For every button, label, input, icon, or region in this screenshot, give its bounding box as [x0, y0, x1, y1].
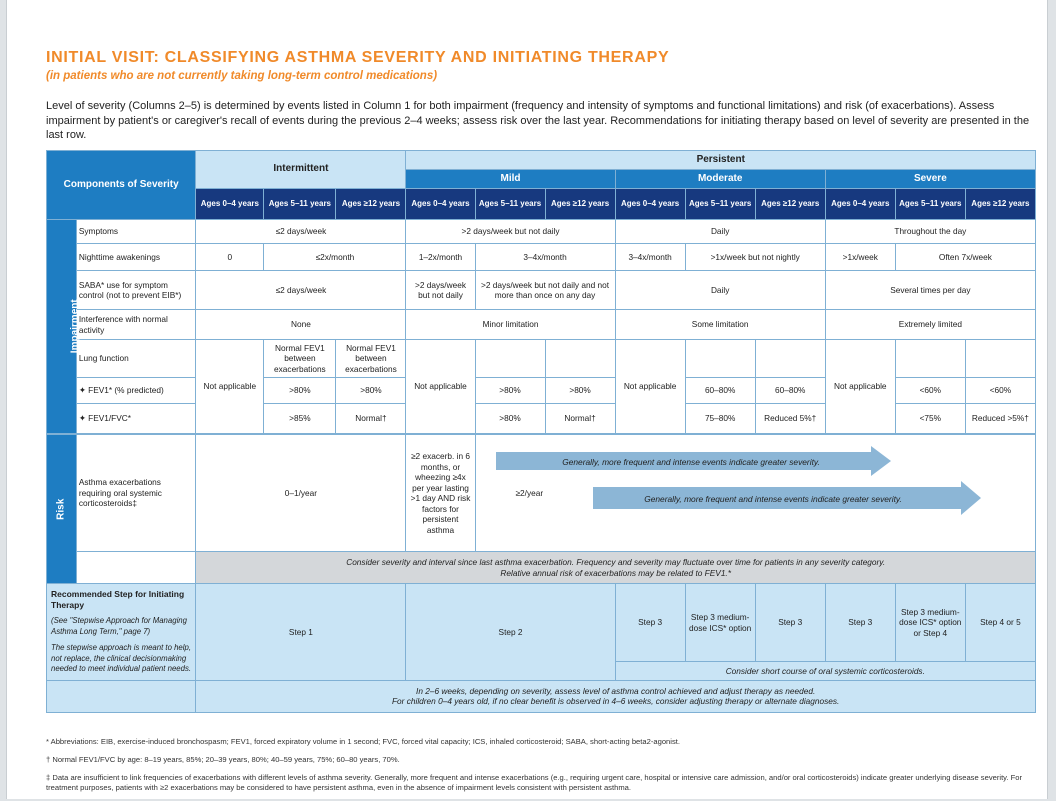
cell: >1x/week — [825, 244, 895, 271]
footnote-data: ‡ Data are insufficient to link frequencies of exacerbations with different levels of asthma severity. Generally, more frequent and intense exacerbations (e.g., requiring urgent care, hospital or intensive care admission, and/or oral corticosteroids) indicate greater underlying disease severity. For treatment purposes, patients with ≥2 exacerbations may be considered to have persistent asthma, even in the absence of impairment levels consistent with persistent asthma. — [46, 773, 1023, 792]
cell: >80% — [264, 378, 336, 404]
cell: Step 3 medium-dose ICS* option — [685, 584, 755, 662]
footnote-normal-ratio: † Normal FEV1/FVC by age: 8–19 years, 85%; 20–39 years, 80%; 40–59 years, 75%; 60–80 years, 70%. — [46, 755, 400, 764]
cell — [545, 340, 615, 378]
age-header: Ages ≥12 years — [336, 189, 406, 220]
cell: 3–4x/month — [475, 244, 615, 271]
cell — [76, 552, 195, 584]
cell: 3–4x/month — [615, 244, 685, 271]
not-applicable: Not applicable — [615, 340, 685, 434]
not-applicable: Not applicable — [406, 340, 475, 434]
cell: >2 days/week but not daily — [406, 220, 615, 244]
cell — [755, 340, 825, 378]
cell: Step 1 — [196, 584, 406, 681]
cell: >85% — [264, 404, 336, 434]
cell: Step 4 or 5 — [965, 584, 1035, 662]
severity-arrow — [593, 481, 1013, 521]
cell: ≤2 days/week — [196, 220, 406, 244]
cell: Step 3 — [615, 584, 685, 662]
cell — [47, 680, 196, 712]
cell: Step 3 — [825, 584, 895, 662]
cell: Daily — [615, 271, 825, 310]
cell: Normal FEV1 between exacerbations — [336, 340, 406, 378]
cell: 60–80% — [755, 378, 825, 404]
cell: <60% — [895, 378, 965, 404]
oral-steroid-note: Consider short course of oral systemic corticosteroids. — [615, 662, 1035, 680]
nighttime-label: Nighttime awakenings — [76, 244, 195, 271]
cell: >80% — [475, 404, 545, 434]
document-page — [6, 0, 1048, 799]
cell: <75% — [895, 404, 965, 434]
cell: Daily — [615, 220, 825, 244]
page-subtitle: (in patients who are not currently taking long-term control medications) — [46, 70, 438, 82]
severity-table — [46, 150, 1036, 713]
cell: Normal FEV1 between exacerbations — [264, 340, 336, 378]
persistent-header: Persistent — [406, 151, 1036, 170]
cell: Often 7x/week — [895, 244, 1035, 271]
severe-header: Severe — [825, 170, 1035, 189]
cell: ≥2/year — [515, 488, 544, 498]
cell: Normal† — [545, 404, 615, 434]
cell: >80% — [475, 378, 545, 404]
footnotes — [46, 737, 1036, 801]
cell — [895, 340, 965, 378]
lung-function-label: Lung function — [76, 340, 195, 378]
age-header: Ages 5–11 years — [895, 189, 965, 220]
intro-paragraph: Level of severity (Columns 2–5) is determined by events listed in Column 1 for both impairment (frequency and intensity of symptoms and functional limitations) and risk (of exacerbations). Assess impairment by patient's or caregiver's recall of events during the previous 2–4 weeks; assess risk over the last year. Recommendations for initiating therapy based on level of severity are presented in the last row. — [46, 100, 1030, 141]
cell: >80% — [336, 378, 406, 404]
cell: Step 2 — [406, 584, 615, 681]
cell: Reduced 5%† — [755, 404, 825, 434]
cell: >1x/week but not nightly — [685, 244, 825, 271]
cell: Throughout the day — [825, 220, 1035, 244]
risk-persistent-cell — [475, 435, 1036, 552]
cell: 1–2x/month — [406, 244, 475, 271]
cell: 0 — [196, 244, 264, 271]
cell: >80% — [545, 378, 615, 404]
severity-arrow — [496, 446, 966, 486]
moderate-header: Moderate — [615, 170, 825, 189]
age-header: Ages ≥12 years — [755, 189, 825, 220]
mild-header: Mild — [406, 170, 615, 189]
cell: Step 3 — [755, 584, 825, 662]
page-title: INITIAL VISIT: CLASSIFYING ASTHMA SEVERITY AND INITIATING THERAPY — [46, 49, 670, 66]
age-header: Ages 0–4 years — [406, 189, 475, 220]
fev1-label: ✦ FEV1* (% predicted) — [76, 378, 195, 404]
saba-label: SABA* use for symptom control (not to prevent EIB*) — [76, 271, 195, 310]
age-header: Ages 0–4 years — [196, 189, 264, 220]
cell: None — [196, 310, 406, 340]
cell: ≤2 days/week — [196, 271, 406, 310]
reassess-note: In 2–6 weeks, depending on severity, assess level of asthma control achieved and adjust therapy as needed. For children 0–4 years old, if no clear benefit is observed in 4–6 weeks, consider adjusting therapy or alternate diagnoses. — [196, 680, 1036, 712]
cell — [685, 340, 755, 378]
cell: 75–80% — [685, 404, 755, 434]
intermittent-header: Intermittent — [196, 151, 406, 189]
cell: Step 3 medium-dose ICS* option or Step 4 — [895, 584, 965, 662]
cell: ≥2 exacerb. in 6 months, or wheezing ≥4x per year lasting >1 day AND risk factors for persistent asthma — [406, 435, 475, 552]
cell: 0–1/year — [196, 435, 406, 552]
cell: 60–80% — [685, 378, 755, 404]
cell: Normal† — [336, 404, 406, 434]
svg-text:Generally, more frequent and i: Generally, more frequent and intense events indicate greater severity. — [561, 457, 820, 467]
age-header: Ages 5–11 years — [685, 189, 755, 220]
cell: Several times per day — [825, 271, 1035, 310]
cell: >2 days/week but not daily and not more than once on any day — [475, 271, 615, 310]
impairment-label: Impairment — [47, 220, 77, 434]
exacerbations-label: Asthma exacerbations requiring oral systemic corticosteroids‡ — [76, 435, 195, 552]
symptoms-label: Symptoms — [76, 220, 195, 244]
components-header: Components of Severity — [47, 151, 196, 220]
interference-label: Interference with normal activity — [76, 310, 195, 340]
age-header: Ages ≥12 years — [545, 189, 615, 220]
age-header: Ages 5–11 years — [264, 189, 336, 220]
cell: >2 days/week but not daily — [406, 271, 475, 310]
age-header: Ages ≥12 years — [965, 189, 1035, 220]
cell: Reduced >5%† — [965, 404, 1035, 434]
cell: Minor limitation — [406, 310, 615, 340]
cell: <60% — [965, 378, 1035, 404]
risk-label: Risk — [47, 435, 77, 584]
fev-fvc-label: ✦ FEV1/FVC* — [76, 404, 195, 434]
cell — [965, 340, 1035, 378]
not-applicable: Not applicable — [825, 340, 895, 434]
footnote-abbreviations: * Abbreviations: EIB, exercise-induced bronchospasm; FEV1, forced expiratory volume in 1 second; FVC, forced vital capacity; ICS, inhaled corticosteroid; SABA, short-acting beta2-agonist. — [46, 737, 680, 746]
age-header: Ages 0–4 years — [615, 189, 685, 220]
recommended-step-label: Recommended Step for Initiating Therapy (See "Stepwise Approach for Managing Asthma Long Term," page 7) The stepwise approach is meant to help, not replace, the clinical decisionmaking needed to meet individual patient needs. — [47, 584, 196, 681]
not-applicable: Not applicable — [196, 340, 264, 434]
cell: Extremely limited — [825, 310, 1035, 340]
cell: ≤2x/month — [264, 244, 406, 271]
age-header: Ages 5–11 years — [475, 189, 545, 220]
age-header: Ages 0–4 years — [825, 189, 895, 220]
cell — [475, 340, 545, 378]
svg-text:Generally, more frequent and i: Generally, more frequent and intense events indicate greater severity. — [643, 494, 902, 504]
exacerbation-note: Consider severity and interval since last asthma exacerbation. Frequency and severity may fluctuate over time for patients in any severity category. Relative annual risk of exacerbations may be related to FEV1.* — [196, 552, 1036, 584]
cell: Some limitation — [615, 310, 825, 340]
